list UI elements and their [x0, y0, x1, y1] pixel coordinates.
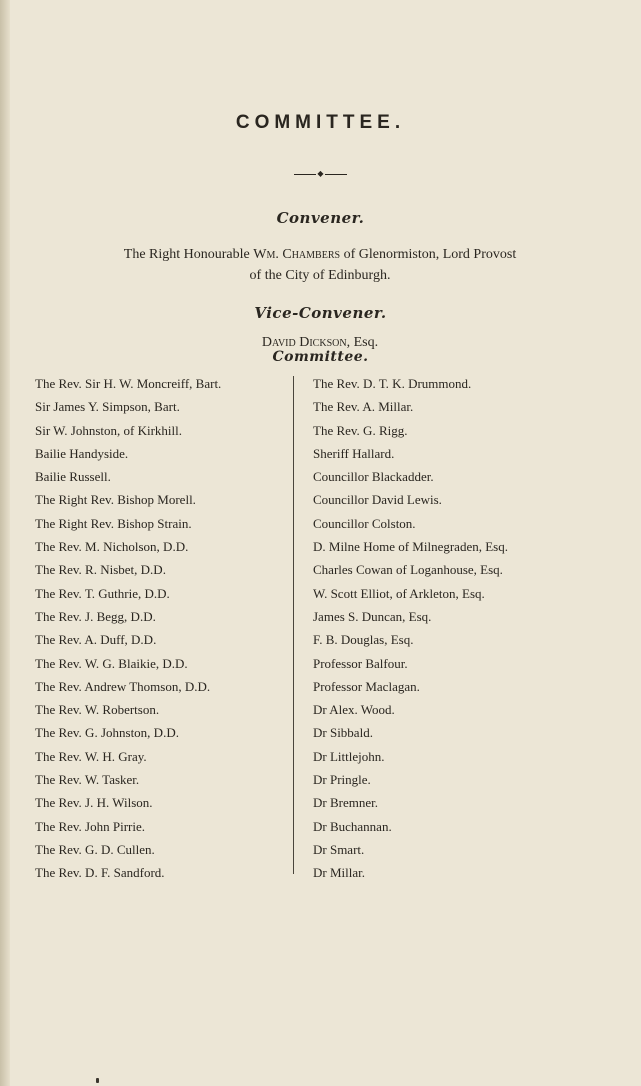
committee-member: Sir W. Johnston, of Kirkhill. [35, 422, 182, 438]
committee-member: W. Scott Elliot, of Arkleton, Esq. [313, 585, 485, 601]
committee-list-left [35, 372, 221, 885]
committee-member: D. Milne Home of Milnegraden, Esq. [313, 539, 508, 555]
committee-member: The Right Rev. Bishop Morell. [35, 492, 196, 508]
committee-member: Councillor Blackadder. [313, 469, 434, 485]
committee-member: The Rev. W. G. Blaikie, D.D. [35, 655, 188, 671]
committee-member: The Rev. M. Nicholson, D.D. [35, 539, 189, 555]
committee-member: The Rev. John Pirrie. [35, 818, 145, 834]
committee-member: The Rev. G. Rigg. [313, 422, 408, 438]
committee-member: Professor Maclagan. [313, 678, 420, 694]
committee-list-right [313, 372, 508, 885]
committee-member: Bailie Handyside. [35, 445, 129, 461]
committee-member: Dr Sibbald. [313, 725, 373, 741]
ornament-line-right [325, 174, 347, 175]
committee-member: The Rev. A. Duff, D.D. [35, 632, 157, 648]
convener-name: Wm. Chambers [253, 247, 341, 262]
committee-member: The Rev. T. Guthrie, D.D. [35, 585, 170, 601]
committee-member: Professor Balfour. [313, 655, 408, 671]
convener-suffix: of Glenormiston, Lord Provost [340, 247, 517, 262]
committee-member: Dr Pringle. [313, 772, 371, 788]
page-heading: COMMITTEE. [235, 112, 406, 133]
committee-title: Committee. [272, 349, 369, 365]
committee-member: The Rev. R. Nisbet, D.D. [35, 562, 166, 578]
page-edge [0, 0, 10, 1086]
committee-member: The Rev. Andrew Thomson, D.D. [35, 678, 211, 694]
vice-convener-suffix: , Esq. [346, 335, 379, 350]
diamond-icon: ◆ [317, 169, 324, 178]
committee-member: The Right Rev. Bishop Strain. [35, 515, 192, 531]
ornament-divider [0, 170, 641, 178]
convener-text [60, 244, 580, 286]
committee-member: Dr Alex. Wood. [313, 702, 395, 718]
committee-member: The Rev. D. T. K. Drummond. [313, 376, 472, 391]
committee-member: Sir James Y. Simpson, Bart. [35, 399, 180, 415]
vice-convener-title: Vice-Convener. [254, 304, 387, 322]
committee-member: Charles Cowan of Loganhouse, Esq. [313, 562, 503, 578]
committee-member: The Rev. D. F. Sandford. [35, 865, 165, 881]
committee-member: Councillor Colston. [313, 515, 416, 531]
convener-line2: of the City of Edinburgh. [249, 268, 391, 283]
ink-speck [96, 1078, 99, 1083]
committee-member: James S. Duncan, Esq. [313, 608, 432, 624]
committee-member: The Rev. J. Begg, D.D. [35, 608, 156, 624]
column-divider [293, 376, 294, 874]
committee-member: Dr Buchannan. [313, 818, 392, 834]
committee-member: The Rev. W. Robertson. [35, 702, 160, 718]
committee-member: The Rev. G. Johnston, D.D. [35, 725, 179, 741]
committee-member: Councillor David Lewis. [313, 492, 442, 508]
committee-member: Dr Littlejohn. [313, 748, 385, 764]
committee-member: Bailie Russell. [35, 469, 111, 485]
committee-member: The Rev. J. H. Wilson. [35, 795, 153, 811]
vice-convener-name: David Dickson [261, 335, 347, 350]
committee-member: The Rev. Sir H. W. Moncreiff, Bart. [35, 376, 222, 391]
committee-member: The Rev. W. H. Gray. [35, 748, 147, 764]
convener-prefix: The Right Honourable [123, 247, 254, 262]
committee-member: The Rev. G. D. Cullen. [35, 841, 155, 857]
committee-member: Sheriff Hallard. [313, 445, 395, 461]
ornament-line-left [294, 174, 316, 175]
committee-member: Dr Smart. [313, 841, 365, 857]
committee-member: F. B. Douglas, Esq. [313, 632, 414, 648]
committee-member: Dr Millar. [313, 865, 365, 881]
committee-member: Dr Bremner. [313, 795, 378, 811]
committee-member: The Rev. A. Millar. [313, 399, 414, 415]
committee-member: The Rev. W. Tasker. [35, 772, 140, 788]
convener-title: Convener. [276, 209, 365, 227]
